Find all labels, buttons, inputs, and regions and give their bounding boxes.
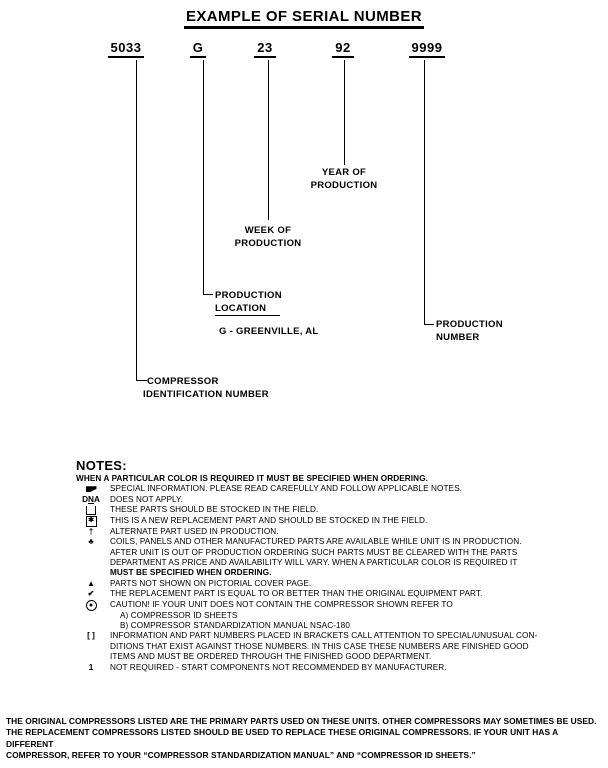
callout-production-location [215,289,282,316]
notes-heading: NOTES: [76,458,127,473]
leader-elbow-production-number [424,324,434,325]
note-item-stock-in-field [76,505,546,515]
page-title-text: EXAMPLE OF SERIAL NUMBER [184,8,424,29]
serial-field-compressor-id [94,40,158,58]
boxed-star-icon: ✱ [76,516,110,527]
dna-text-icon: DNA [82,494,100,504]
callout-production-number [436,318,503,344]
note-item-alternate-part [76,527,546,537]
note-text: THESE PARTS SHOULD BE STOCKED IN THE FIELD. [110,505,319,515]
club-icon: ♣ [88,537,94,547]
callout-production-location-sub: G - GREENVILLE, AL [219,326,319,337]
callout-line: WEEK OF [244,225,292,236]
bracket-icon [76,505,110,515]
footer-line: THE ORIGINAL COMPRESSORS LISTED ARE THE PRIMARY PARTS USED ON THESE UNITS. OTHER COMPRESSORS MAY SOMETIMES BE USED. [6,716,597,726]
note-text: PARTS NOT SHOWN ON PICTORIAL COVER PAGE. [110,578,312,588]
note-continuation: DEPARTMENT AS PRICE AND AVAILABILITY WILL VARY. WHEN A PARTICULAR COLOR IS REQUIRED IT [110,557,518,567]
leader-line-year [344,60,345,165]
page-title [0,8,608,29]
note-sub-item: B) COMPRESSOR STANDARDIZATION MANUAL NSAC-180 [120,621,350,631]
callout-line: PRODUCTION [310,180,378,191]
circled-dot-icon [76,600,110,611]
leader-line-production-location [203,60,204,294]
note-text: NOT REQUIRED - START COMPONENTS NOT RECOMMENDED BY MANUFACTURER. [110,662,447,672]
serial-field-value: 23 [254,40,275,58]
callout-line: PRODUCTION [234,238,302,249]
note-item-new-replacement-part [76,516,546,527]
note-item-not-required [76,663,546,673]
checkmark-icon: ✔ [87,589,95,599]
footer-line: THE REPLACEMENT COMPRESSORS LISTED SHOULD BE USED TO REPLACE THESE ORIGINAL COMPRESSORS. IF YOUR UNIT HAS A DIFFERENT [6,727,558,749]
leader-elbow-production-location [203,294,213,295]
flag-icon [76,484,110,494]
dagger-icon: † [88,526,94,536]
callout-line: YEAR OF [321,167,367,178]
callout-line: COMPRESSOR [147,376,219,387]
serial-field-value: 9999 [409,40,446,58]
footer-line: COMPRESSOR, REFER TO YOUR “COMPRESSOR STANDARDIZATION MANUAL” AND “COMPRESSOR ID SHEETS.” [6,750,476,761]
callout-line: NUMBER [436,332,480,343]
serial-field-value: G [190,40,207,58]
leader-line-production-number [424,60,425,324]
brackets-text-icon: [ ] [87,631,95,641]
note-item-does-not-apply [76,495,546,505]
serial-field-value: 5033 [108,40,145,58]
serial-field-production-location [177,40,219,58]
notes-intro: WHEN A PARTICULAR COLOR IS REQUIRED IT MUST BE SPECIFIED WHEN ORDERING. [76,474,429,483]
note-text: ALTERNATE PART USED IN PRODUCTION. [110,526,279,536]
callout-line: IDENTIFICATION NUMBER [143,389,269,400]
note-item-bracketed-numbers [76,631,546,641]
note-item-parts-not-shown [76,579,546,589]
leader-line-week [268,60,269,220]
note-continuation: AFTER UNIT IS OUT OF PRODUCTION ORDERING SUCH PARTS MUST BE CLEARED WITH THE PARTS [110,547,518,557]
note-continuation: ITEMS AND MUST BE ORDERED THROUGH THE FINISHED GOOD DEPARTMENT. [110,652,432,662]
note-text: COILS, PANELS AND OTHER MANUFACTURED PARTS ARE AVAILABLE WHILE UNIT IS IN PRODUCTION. [110,537,522,547]
note-item-special-information [76,484,546,494]
notes-section [76,458,546,673]
serial-field-value: 92 [332,40,353,58]
note-item-replacement-part-equal [76,589,546,599]
note-text: DOES NOT APPLY. [110,494,183,504]
serial-field-year [319,40,367,58]
note-text: THIS IS A NEW REPLACEMENT PART AND SHOULD BE STOCKED IN THE FIELD. [110,515,428,525]
numeral-one-icon: 1 [88,662,94,672]
callout-week-of-production [218,224,318,250]
footer-disclaimer [6,716,604,762]
callout-line: PRODUCTION [215,290,282,301]
note-continuation: DITIONS THAT EXIST AGAINST THOSE NUMBERS. IN THIS CASE THESE NUMBERS ARE FINISHED GOOD [110,641,529,651]
note-item-caution-compressor [76,600,546,611]
note-text: INFORMATION AND PART NUMBERS PLACED IN BRACKETS CALL ATTENTION TO SPECIAL/UNUSUAL CON- [110,631,538,641]
note-text: SPECIAL INFORMATION. PLEASE READ CAREFULLY AND FOLLOW APPLICABLE NOTES. [110,484,463,494]
note-sub-item: A) COMPRESSOR ID SHEETS [120,610,238,620]
callout-compressor-id [143,375,269,401]
note-text: THE REPLACEMENT PART IS EQUAL TO OR BETTER THAN THE ORIGINAL EQUIPMENT PART. [110,589,483,599]
note-text: CAUTION! IF YOUR UNIT DOES NOT CONTAIN THE COMPRESSOR SHOWN REFER TO [110,599,453,609]
note-continuation: MUST BE SPECIFIED WHEN ORDERING. [110,568,272,578]
callout-line: LOCATION [215,302,280,316]
leader-elbow-compressor-id [136,380,147,381]
serial-field-week [241,40,289,58]
serial-field-production-number [395,40,459,58]
leader-line-compressor-id [136,60,137,380]
callout-line: PRODUCTION [436,319,503,330]
triangle-icon: ▲ [86,578,96,588]
note-item-coils-panels [76,537,546,547]
callout-year-of-production [294,166,394,192]
